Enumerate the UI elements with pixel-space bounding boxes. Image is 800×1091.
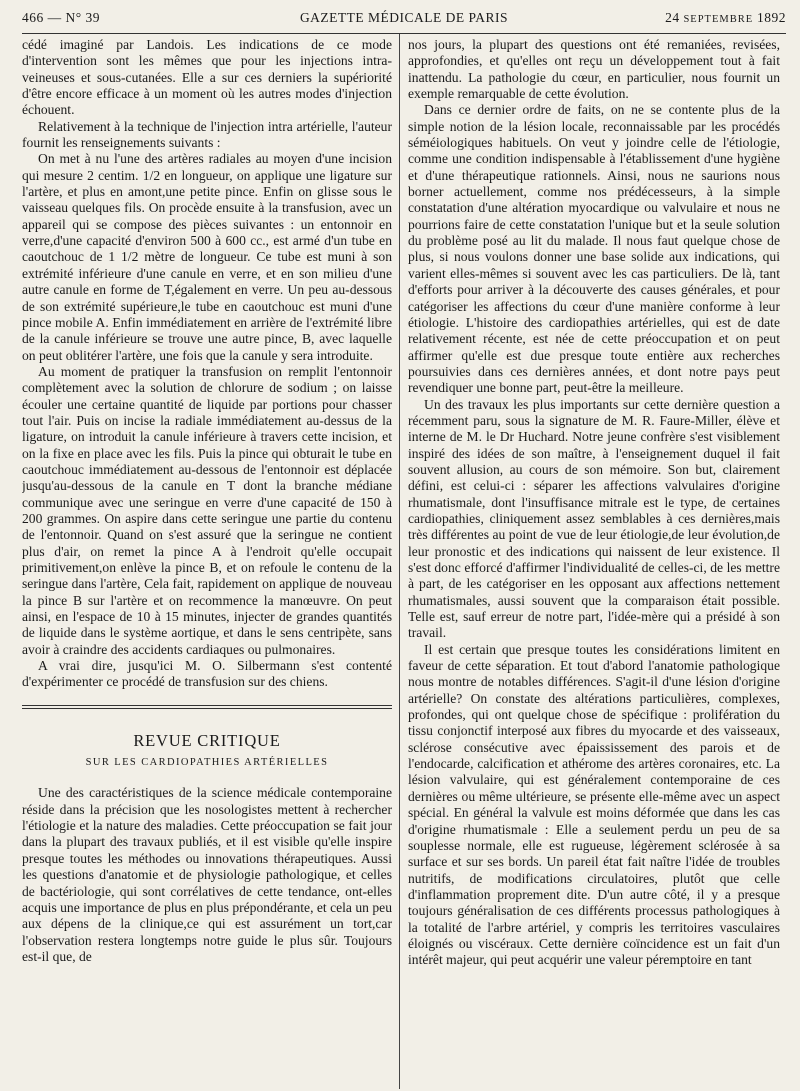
section-title: REVUE CRITIQUE	[133, 730, 281, 750]
section-paragraph: Une des caractéristiques de la science médicale contemporaine réside dans la précision que les nosologistes mettent à rechercher l'étiologie et la nature des maladies. Cette préoccupation se fait jour dans la plupart des travaux publiés, et il est visible qu'elle inspire presque toutes les méthodes ou innovations thérapeutiques. Aussi les questions d'anatomie et de physiologie pathologique, et celles de bactériologie, qui sont corrélatives de cette tendance, ont-elles acquis une importance de plus en plus prépondérante, et cela un peu aux dépens de la clinique,ce qui est assurément un tort,car l'observation restera longtemps notre guide le plus sûr. Toujours est-il que, de	[22, 785, 392, 964]
column-divider	[399, 34, 400, 1089]
left-column	[22, 37, 392, 1087]
issue-date-month: SEPTEMBRE	[683, 14, 754, 25]
left-paragraph-1: cédé imaginé par Landois. Les indications de ce mode d'intervention sont les mêmes que pour les injections intra-veineuses et sous-cutanées. Elle a sur ces derniers la supériorité d'être encore efficace à un moment où les autres modes d'injection échouent.	[22, 37, 392, 118]
left-paragraph-4: Au moment de pratiquer la transfusion on remplit l'entonnoir complètement avec la solution de chlorure de sodium ; on laisse écouler une certaine quantité de liquide par portions pour chasser tout l'air. Puis on incise la radiale immédiatement au-dessus de la ligature, on introduit la canule inférieure à travers cette incision, et on la fixe en place avec les fils. Puis la pince qui obturait le tube en caoutchouc immédiatement au-dessous de l'entonnoir est déplacée jusqu'au-dessous de la canule en T dont la branche médiane communique avec une seringue en verre d'une capacité de 150 à 200 grammes. On aspire dans cette seringue une partie du contenu de l'entonnoir. Quand on s'est assuré que la seringue ne contient plus d'air, on remet la pince A à l'endroit qu'elle occupait primitivement,on enlève la pince B, et on refoule le contenu de la seringue dans l'artère, Cela fait, rapidement on applique de nouveau la pince B sur l'artère et on recommence la manœuvre. On peut ainsi, en l'espace de 10 à 15 minutes, injecter de grandes quantités de liquide dans le système aortique, et dans le sens centripète, sans avoir à craindre des accidents cardiaques ou pulmonaires.	[22, 363, 392, 657]
right-paragraph-4: Il est certain que presque toutes les considérations limitent en faveur de cette séparation. Et tout d'abord l'anatomie pathologique nous montre de notables différences. S'agit-il d'une lésion d'origine artérielle? On constate des altérations particulières, complexes, profondes, qui ont quelque chose de spécifique : prolifération du tissu conjonctif interposé aux fibres du myocarde et des vaisseaux, sclérose consécutive avec épaississement des parois et de l'endocarde, calcification et athérome des artères coronaires, etc. La lésion valvulaire, qui est généralement contemporaine de ces dernières ou même ultérieure, se présente elle-même avec un aspect spécial. En général la valvule est moins déformée que dans les cas d'origine rhumatismale : Elle a seulement perdu un peu de sa souplesse normale, elle est rugueuse, légèrement sclérosée à sa surface et sur ses bords. Un pareil état fait naître l'idée de troubles nutritifs, de modifications circulatoires, plutôt que celle d'inflammation proprement dite. D'un autre côté, il y a presque toujours généralisation de ces différents processus pathologiques à la totalité de l'arbre artériel, y compris les territoires vasculaires éloignés ou viscéraux. Cette dernière coïncidence est un fait d'un intérêt majeur, qui peut acquérir une valeur péremptoire en tant	[408, 641, 780, 968]
right-paragraph-3: Un des travaux les plus importants sur cette dernière question a récemment paru, sous la signature de M. R. Faure-Miller, élève et interne de M. le Dr Huchard. Notre jeune confrère s'est visiblement inspiré des idées de son maître, à l'enseignement duquel il fait souvent allusion, au cours de son mémoire. Son but, clairement défini, est celui-ci : séparer les affections valvulaires d'origine rhumatismale, dont l'insuffisance mitrale est le type, de certaines cardiopathies, cliniquement assez semblables à ces dernières,mais très différentes au point de vue de leur étiologie,de leur évolution,de leur pronostic et des indications qui naissent de leur existence. Il s'est donc efforcé d'affirmer l'individualité de celles-ci, de les mettre à part, de les catégoriser en les opposant aux affections nettement rhumatismales, aussi souvent que la comparaison était possible. Telle est, sauf erreur de notre part, l'idée-mère qui a présidé à son travail.	[408, 396, 780, 641]
left-paragraph-5: A vrai dire, jusqu'ici M. O. Silbermann s'est contenté d'expérimenter ce procédé de transfusion sur des chiens.	[22, 658, 392, 690]
header-rule	[22, 33, 786, 34]
issue-date	[665, 10, 786, 26]
left-paragraph-3: On met à nu l'une des artères radiales au moyen d'une incision qui mesure 2 centim. 1/2 en longueur, on applique une ligature sur l'artère, et plus en amont,une petite pince. Enfin on glisse sous le vaisseau quelques fils. On procède ensuite à la transfusion, avec un appareil qui se compose des pièces suivantes : un entonnoir en verre,d'une capacité d'environ 500 à 600 cc., est armé d'un tube en caoutchouc de 1 1/2 mètre de longueur. Ce tube est muni à son extrémité inférieure d'une canule en verre, et en son milieu d'une autre canule en forme de T,également en verre. Un peu au-dessous de son extrémité supérieure,le tube en caoutchouc est muni d'une pince mobile A. Enfin immédiatement en arrière de l'extrémité libre de la canule inférieure se trouve une autre pince, B, avec laquelle on peut oblitérer l'artère, une fois que la canule y sera introduite.	[22, 151, 392, 363]
page-header	[22, 10, 786, 32]
section-subtitle: SUR LES CARDIOPATHIES ARTÉRIELLES	[85, 757, 329, 769]
issue-date-day: 24	[665, 10, 680, 25]
issue-date-year: 1892	[757, 10, 786, 25]
section-separator	[22, 705, 392, 709]
right-column	[408, 37, 780, 1087]
right-paragraph-2: Dans ce dernier ordre de faits, on ne se contente plus de la simple notion de la lésion locale, reconnaissable par les procédés séméiologiques habituels. On veut y joindre celle de l'étiologie, comme une condition indispensable à l'établissement d'une hygiène et d'une thérapeutique rationnels. Ainsi, nous ne saurions nous borner actuellement, comme nos prédécesseurs, à la simple constatation d'une altération myocardique ou valvulaire et nous ne pourrions faire de cette constatation l'unique but et la seule solution du problème posé au lit du malade. Il nous faut quelque chose de plus, si nous voulons donner une base solide aux indications, qui varient elles-mêmes si souvent avec les cas particuliers. De là, tant d'efforts pour arriver à la découverte des causes générales, et pour catégoriser les affections du cœur d'une manière conforme à leur étiologie. L'histoire des cardiopathies artérielles, qui est de date relativement récente, est née de cette préoccupation et on peut affirmer qu'elle est due presque toute entière aux recherches poursuivies dans ces dernières années, et dont notre pays peut revendiquer une bonne part, peut-être la meilleure.	[408, 102, 780, 396]
journal-title: GAZETTE MÉDICALE DE PARIS	[299, 10, 509, 25]
page-issue-number: 466 — N° 39	[22, 10, 101, 25]
left-paragraph-2: Relativement à la technique de l'injection intra artérielle, l'auteur fournit les renseignements suivants :	[22, 118, 392, 151]
right-paragraph-1: nos jours, la plupart des questions ont été remaniées, revisées, approfondies, et qu'elles ont reçu un développement tout à fait inattendu. La pathologie du cœur, en particulier, nous fournit un exemple remarquable de cette évolution.	[408, 37, 780, 102]
